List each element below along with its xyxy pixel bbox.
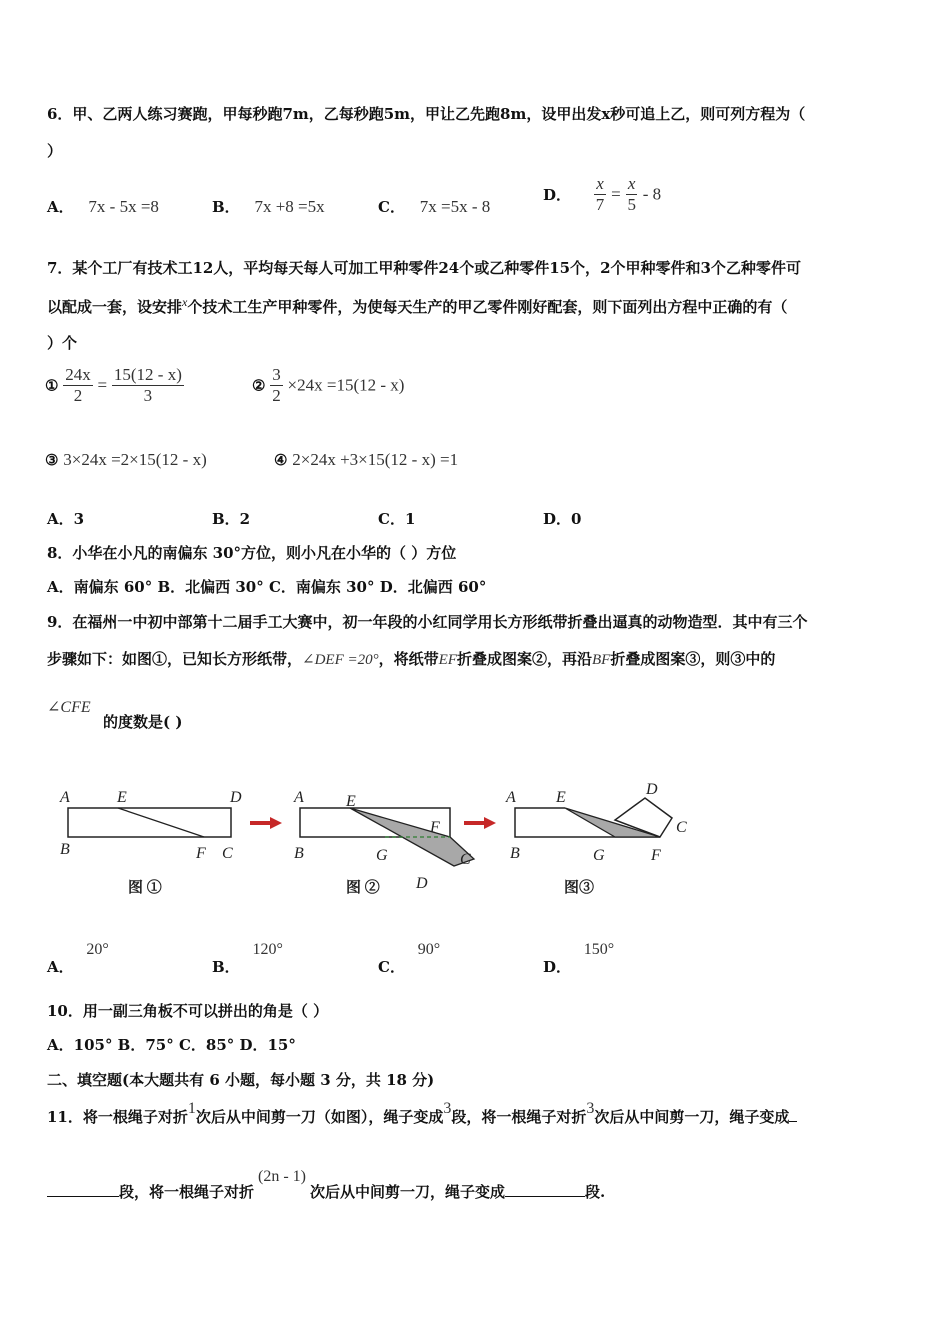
q6-option-c[interactable] (378, 196, 490, 217)
q9-option-d[interactable] (543, 938, 615, 976)
label-g: G (593, 847, 605, 864)
label-f: F (430, 819, 440, 836)
q6-line2: ） (47, 142, 63, 160)
option-value: 120° (252, 941, 283, 958)
q11-line2 (47, 1165, 606, 1201)
q7-line2-b: 个技术工生产甲种零件，为使每天生产的甲乙零件刚好配套，则下面列出方程中正确的有（ (187, 298, 788, 316)
q11-text-4: 次后从中间剪一刀，绳子变成 (594, 1108, 790, 1126)
numerator: 24x (65, 365, 91, 384)
option-label: B． (212, 198, 240, 216)
label-b: B (294, 845, 304, 862)
q9-line1: 9．在福州一中初中部第十二届手工大赛中，初一年段的小红同学用长方形纸带折叠出逼真的动物造型．其中有三个 (47, 613, 808, 631)
label-f: F (651, 847, 661, 864)
q10-line1: 10．用一副三角板不可以拼出的角是（ ） (47, 1002, 329, 1020)
q11-text-7: 段. (585, 1183, 606, 1201)
expr-tail: - 8 (642, 184, 662, 204)
q11-sup-2: 3 (443, 1100, 452, 1117)
q7-line1: 7．某个工厂有技术工12人，平均每天每人可加工甲种零件24个或乙种零件15个，2个甲种零件和3个乙种零件可 (47, 259, 801, 277)
q6-option-b[interactable] (212, 196, 325, 217)
arrow-2-head (484, 817, 496, 829)
q7-option-c[interactable]: C．1 (378, 510, 416, 528)
option-label: A． (47, 198, 74, 216)
fraction (594, 174, 607, 215)
q7-option-d[interactable]: D．0 (543, 510, 582, 528)
q7-equation-4 (274, 450, 458, 470)
denominator: 2 (73, 386, 83, 405)
option-label: A． (47, 958, 74, 976)
q9-line2-d: 折叠成图案③，则③中的 (610, 650, 776, 668)
q7-equation-2 (252, 365, 404, 406)
option-label: B． (212, 958, 240, 976)
numerator: 15(12 - x) (113, 365, 182, 384)
q9-line2-b: ，将纸带 (378, 650, 439, 668)
label-a: A (294, 789, 304, 806)
arrow-1-head (270, 817, 282, 829)
section-2-title: 二、填空题(本大题共有 6 小题，每小题 3 分，共 18 分) (47, 1071, 435, 1089)
label-f: F (196, 845, 206, 862)
angle-cfe: ∠CFE (47, 699, 91, 716)
q11-blank-1-start[interactable] (789, 1107, 797, 1122)
q9-line3: 的度数是( ) (103, 713, 183, 731)
fraction (270, 365, 283, 406)
option-value: 20° (86, 941, 109, 958)
q9-option-c[interactable] (378, 938, 441, 976)
denominator: 5 (627, 195, 636, 214)
denominator: 2 (272, 386, 281, 405)
q10-options[interactable]: A．105° B．75° C．85° D．15° (47, 1036, 296, 1054)
circled-3: ③ (45, 451, 59, 469)
circled-4: ④ (274, 451, 288, 469)
segment-bf: BF (591, 652, 611, 668)
q9-line2-a: 步骤如下：如图①，已知长方形纸带， (47, 650, 303, 668)
circled-2: ② (252, 376, 266, 395)
q9-line2-c: 折叠成图案②，再沿 (456, 650, 592, 668)
label-b: B (510, 845, 520, 862)
option-value: 150° (583, 941, 615, 958)
numerator: x (596, 174, 604, 193)
equation-rest: ×24x =15(12 - x) (287, 375, 405, 395)
fig2-caption: 图 ② (346, 880, 380, 896)
q11-text-3: 段，将一根绳子对折 (451, 1108, 587, 1126)
q7-option-b[interactable]: B．2 (212, 510, 251, 528)
option-expr: 7x +8 =5x (254, 197, 325, 216)
q11-text-1: 11．将一根绳子对折 (47, 1108, 188, 1126)
q6-line1: 6．甲、乙两人练习赛跑，甲每秒跑7m，乙每秒跑5m，甲让乙先跑8m，设甲出发x秒可追上乙，则可列方程为（ (47, 105, 806, 123)
q11-line1 (47, 1097, 903, 1126)
q7-option-a[interactable]: A．3 (47, 510, 85, 528)
fig1-fold-line (118, 808, 204, 837)
fig3-caption: 图③ (564, 880, 595, 896)
label-d: D (416, 875, 428, 892)
label-e: E (556, 789, 566, 806)
fraction (63, 365, 93, 406)
q11-blank-2[interactable] (505, 1182, 585, 1197)
option-label: C． (378, 958, 405, 976)
numerator: x (627, 174, 636, 193)
q7-equation-1 (45, 365, 184, 406)
segment-ef: EF (438, 652, 457, 668)
circled-1: ① (45, 376, 59, 395)
q11-sup-4: (2n - 1) (258, 1168, 306, 1185)
q7-line3: ）个 (47, 334, 78, 352)
q9-option-b[interactable] (212, 938, 283, 976)
denominator: 7 (595, 195, 605, 214)
option-label: D． (543, 186, 572, 204)
label-a: A (60, 789, 70, 806)
variable-x: x (182, 295, 188, 309)
label-d: D (646, 781, 658, 798)
label-c: C (222, 845, 233, 862)
q11-text-2: 次后从中间剪一刀（如图），绳子变成 (195, 1108, 444, 1126)
q11-text-5: 段，将一根绳子对折 (119, 1183, 255, 1201)
q9-figures (40, 770, 720, 910)
option-label: D． (543, 958, 572, 976)
label-e: E (346, 793, 356, 810)
label-c: C (460, 851, 471, 868)
q8-line1: 8．小华在小凡的南偏东 30°方位，则小凡在小华的（ ）方位 (47, 544, 457, 562)
q9-line2 (47, 648, 775, 669)
q11-blank-1[interactable] (47, 1182, 119, 1197)
option-value: 90° (417, 941, 441, 958)
fig1-rectangle (68, 808, 231, 837)
equals-sign: = (97, 375, 108, 395)
angle-def: ∠DEF =20° (302, 652, 379, 668)
fraction (625, 174, 638, 215)
fraction (112, 365, 184, 406)
fig1-caption: 图 ① (128, 880, 162, 896)
option-expr: 7x - 5x =8 (88, 197, 159, 216)
q11-text-6: 次后从中间剪一刀，绳子变成 (310, 1183, 506, 1201)
label-a: A (506, 789, 516, 806)
equation: 2×24x +3×15(12 - x) =1 (292, 450, 459, 469)
label-b: B (60, 841, 70, 858)
q9-option-a[interactable] (47, 938, 109, 976)
option-label: C． (378, 198, 405, 216)
label-e: E (117, 789, 127, 806)
numerator: 3 (272, 365, 281, 384)
equation: 3×24x =2×15(12 - x) (63, 450, 207, 469)
q11-sup-3: 3 (586, 1100, 595, 1117)
label-g: G (376, 847, 388, 864)
equals-sign: = (611, 184, 621, 204)
option-expr: 7x =5x - 8 (419, 197, 491, 216)
q7-line2-a: 以配成一套，设安排 (47, 298, 183, 316)
q6-option-a[interactable] (47, 196, 159, 217)
q11-sup-1: 1 (187, 1100, 196, 1117)
q6-option-d[interactable] (543, 174, 661, 215)
label-c: C (676, 819, 687, 836)
q8-options[interactable]: A．南偏东 60° B．北偏西 30° C．南偏东 30° D．北偏西 60° (47, 578, 487, 596)
denominator: 3 (143, 386, 153, 405)
q7-equation-3 (45, 450, 207, 470)
label-d: D (230, 789, 242, 806)
q7-line2 (47, 295, 787, 317)
